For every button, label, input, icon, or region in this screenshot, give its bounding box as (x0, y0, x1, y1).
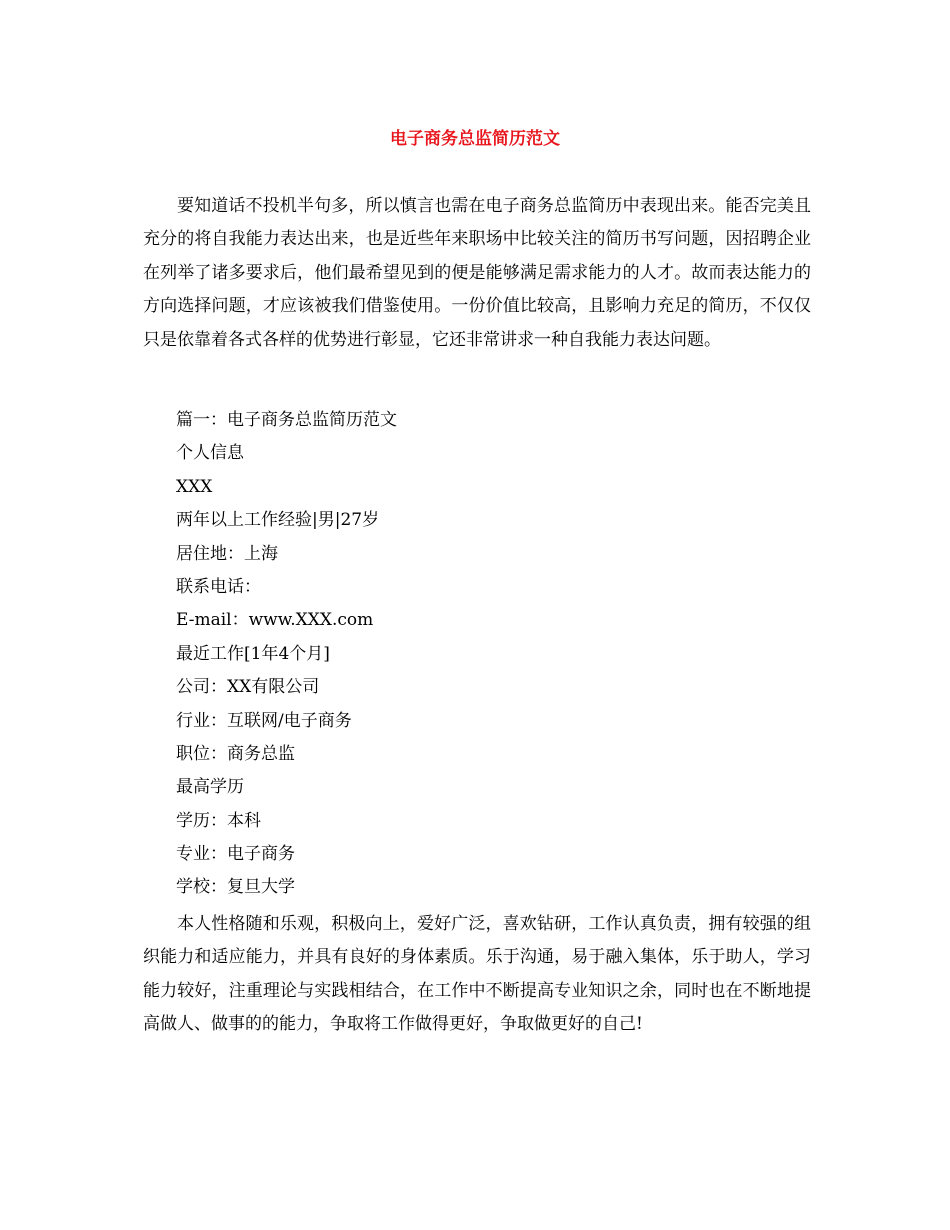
position: 职位：商务总监 (176, 743, 295, 764)
self-evaluation-section (143, 908, 811, 1042)
company: 公司：XX有限公司 (176, 677, 320, 698)
self-evaluation-paragraph: 本人性格随和乐观，积极向上，爱好广泛，喜欢钻研，工作认真负责，拥有较强的组织能力和适应能力，并具有良好的身体素质。乐于沟通，易于融入集体，乐于助人，学习能力较好，注重理论与实践相结合，在工作中不断提高专业知识之余，同时也在不断地提高做人、做事的的能力，争取将工作做得更好，争取做更好的自己! (143, 914, 811, 1035)
industry: 行业：互联网/电子商务 (176, 710, 352, 731)
experience-gender-age: 两年以上工作经验|男|27岁 (176, 510, 380, 531)
document-title: 电子商务总监简历范文 (390, 129, 560, 149)
school: 学校：复旦大学 (176, 877, 295, 898)
residence: 居住地：上海 (176, 543, 278, 564)
degree: 学历：本科 (176, 810, 261, 831)
intro-paragraph: 要知道话不投机半句多，所以慎言也需在电子商务总监简历中表现出来。能否完美且充分的将自我能力表达出来，也是近些年来职场中比较关注的简历书写问题，因招聘企业在列举了诸多要求后，他们最希望见到的便是能够满足需求能力的人才。故而表达能力的方向选择问题，才应该被我们借鉴使用。一份价值比较高，且影响力充足的简历，不仅仅只是依靠着各式各样的优势进行彰显，它还非常讲求一种自我能力表达问题。 (143, 196, 811, 350)
major: 专业：电子商务 (176, 844, 295, 865)
candidate-name: XXX (176, 476, 213, 497)
recent-job-heading: 最近工作[1年4个月] (176, 643, 330, 664)
email: E-mail：www.XXX.com (176, 610, 374, 631)
personal-info-heading: 个人信息 (176, 443, 244, 464)
section-heading-article-one: 篇一：电子商务总监简历范文 (176, 410, 397, 430)
intro-section (143, 190, 811, 357)
contact-phone: 联系电话： (176, 576, 261, 597)
resume-info-list (176, 404, 397, 905)
education-heading: 最高学历 (176, 777, 244, 798)
